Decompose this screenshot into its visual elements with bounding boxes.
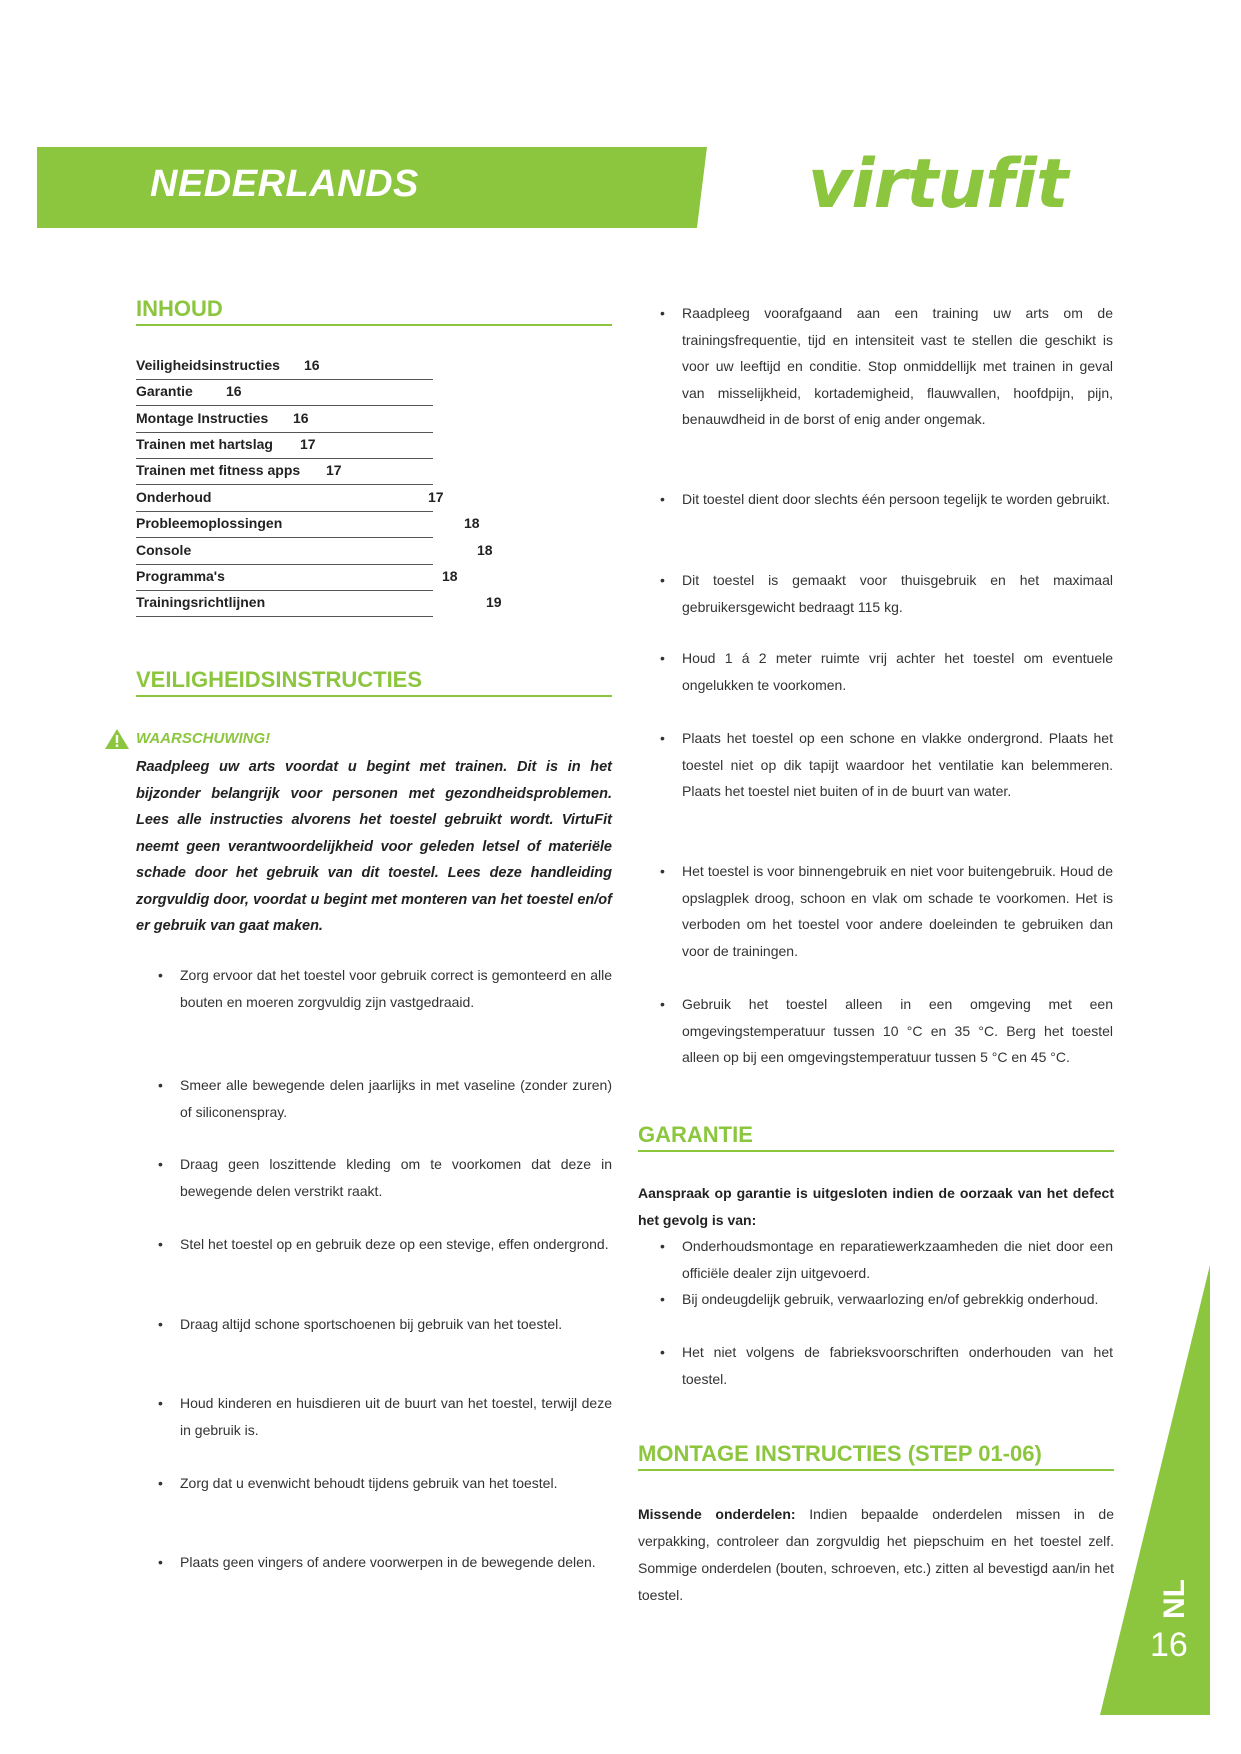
toc-page: 16 [293, 410, 309, 426]
list-item: • Het toestel is voor binnengebruik en niet voor buitengebruik. Houd de opslagplek droog, schoon en vlak om schade te voorkomen. Het is verboden om het toestel voor andere doeleinden te gebruiken dan voor de trainingen. [660, 863, 1113, 959]
toc-item[interactable] [136, 485, 444, 512]
toc-page: 19 [486, 594, 502, 610]
toc-item[interactable] [136, 458, 433, 485]
toc-label: Trainen met hartslag [136, 436, 273, 452]
toc-page: 18 [477, 542, 493, 558]
warning-text: Raadpleeg uw arts voordat u begint met trainen. Dit is in het bijzonder belangrijk voor personen met gezondheidsproblemen. Lees alle instructies alvorens het toestel gebruikt wordt. VirtuFit neemt geen verantwoordelijkheid voor geleden letsel of materiële schade door het gebruik van dit toestel. Lees deze handleiding zorgvuldig door, voordat u begint met monteren van het toestel en/of er gebruik van gaat maken. [136, 759, 612, 934]
toc-page: 17 [326, 462, 342, 478]
warning-title: WAARSCHUWING! [136, 730, 271, 747]
list-item: • Dit toestel dient door slechts één persoon tegelijk te worden gebruikt. [660, 491, 1111, 507]
toc-item[interactable] [136, 379, 433, 406]
list-item: • Onderhoudsmontage en reparatiewerkzaamheden die niet door een officiële dealer zijn uitgevoerd. [660, 1238, 1113, 1281]
garantie-intro: Aanspraak op garantie is uitgesloten indien de oorzaak van het defect het gevolg is van: [638, 1185, 1114, 1228]
list-item: • Bij ondeugdelijk gebruik, verwaarlozing en/of gebrekkig onderhoud. [660, 1291, 1099, 1307]
toc-label: Trainen met fitness apps [136, 462, 301, 478]
toc-label: Garantie [136, 383, 193, 399]
toc-item[interactable] [136, 538, 493, 565]
list-item: • Houd 1 á 2 meter ruimte vrij achter het toestel om eventuele ongelukken te voorkomen. [660, 650, 1113, 693]
montage-heading: MONTAGE INSTRUCTIES (STEP 01-06) [638, 1441, 1114, 1471]
list-item: • Draag altijd schone sportschoenen bij gebruik van het toestel. [158, 1316, 563, 1332]
toc-page: 16 [226, 383, 242, 399]
toc-item[interactable] [136, 353, 433, 380]
toc-heading: INHOUD [136, 296, 612, 326]
toc-label: Programma's [136, 568, 225, 584]
toc-item[interactable] [136, 564, 458, 591]
safety-heading: VEILIGHEIDSINSTRUCTIES [136, 667, 612, 697]
toc-label: Trainingsrichtlijnen [136, 594, 266, 610]
list-item: • Zorg ervoor dat het toestel voor gebruik correct is gemonteerd en alle bouten en moeren zorgvuldig zijn vastgedraaid. [158, 967, 612, 1010]
toc-label: Probleemoplossingen [136, 515, 283, 531]
page-language-title: NEDERLANDS [150, 163, 419, 205]
garantie-heading: GARANTIE [638, 1122, 1114, 1152]
list-item: • Draag geen loszittende kleding om te voorkomen dat deze in bewegende delen verstrikt raakt. [158, 1156, 612, 1199]
toc-label: Montage Instructies [136, 410, 269, 426]
toc-item[interactable] [136, 432, 433, 459]
toc-page: 17 [300, 436, 316, 452]
toc-page: 18 [442, 568, 458, 584]
list-item: • Het niet volgens de fabrieksvoorschriften onderhouden van het toestel. [660, 1344, 1113, 1387]
toc-page: 18 [464, 515, 480, 531]
list-item: • Smeer alle bewegende delen jaarlijks in met vaseline (zonder zuren) of siliconenspray. [158, 1077, 612, 1120]
toc-item[interactable] [136, 511, 480, 538]
list-item: • Houd kinderen en huisdieren uit de buurt van het toestel, terwijl deze in gebruik is. [158, 1395, 612, 1438]
page-number: 16 [1150, 1626, 1188, 1664]
toc-label: Console [136, 542, 192, 558]
toc-label: Onderhoud [136, 489, 212, 505]
toc-page: 17 [428, 489, 444, 505]
list-item: • Gebruik het toestel alleen in een omgeving met een omgevingstemperatuur tussen 10 °C en 35 °C. Berg het toestel alleen op bij een omgevingstemperatuur tussen 5 °C en 45 °C. [660, 996, 1113, 1065]
list-item: • Stel het toestel op en gebruik deze op een stevige, effen ondergrond. [158, 1236, 609, 1252]
list-item: • Raadpleeg voorafgaand aan een training uw arts om de trainingsfrequentie, tijd en intensiteit vast te stellen die geschikt is voor uw leeftijd en conditie. Stop onmiddellijk met trainen in geval van misselijkheid, kortademigheid, flauwvallen, hoofdpijn, pijn, benauwdheid in de borst of enig ander ongemak. [660, 305, 1113, 427]
list-item: • Plaats geen vingers of andere voorwerpen in de bewegende delen. [158, 1554, 596, 1570]
toc-page: 16 [304, 357, 320, 373]
toc-item[interactable] [136, 590, 502, 617]
brand-logo: virtufit [808, 145, 1068, 224]
montage-text: Missende onderdelen: Indien bepaalde onderdelen missen in de verpakking, controleer dan zorgvuldig het piepschuim en het toestel zelf. Sommige onderdelen (bouten, schroeven, etc.) zitten al bevestigd aan/in het toestel. [638, 1506, 1114, 1603]
list-item: • Plaats het toestel op een schone en vlakke ondergrond. Plaats het toestel niet op dik tapijt waardoor het ventilatie kan belemmeren. Plaats het toestel niet buiten of in de buurt van water. [660, 730, 1113, 799]
list-item: • Zorg dat u evenwicht behoudt tijdens gebruik van het toestel. [158, 1475, 558, 1491]
warning-icon [104, 728, 130, 750]
language-code: NL [1158, 1579, 1191, 1619]
list-item: • Dit toestel is gemaakt voor thuisgebruik en het maximaal gebruikersgewicht bedraagt 115 kg. [660, 572, 1113, 615]
toc-label: Veiligheidsinstructies [136, 357, 280, 373]
toc-item[interactable] [136, 406, 433, 433]
